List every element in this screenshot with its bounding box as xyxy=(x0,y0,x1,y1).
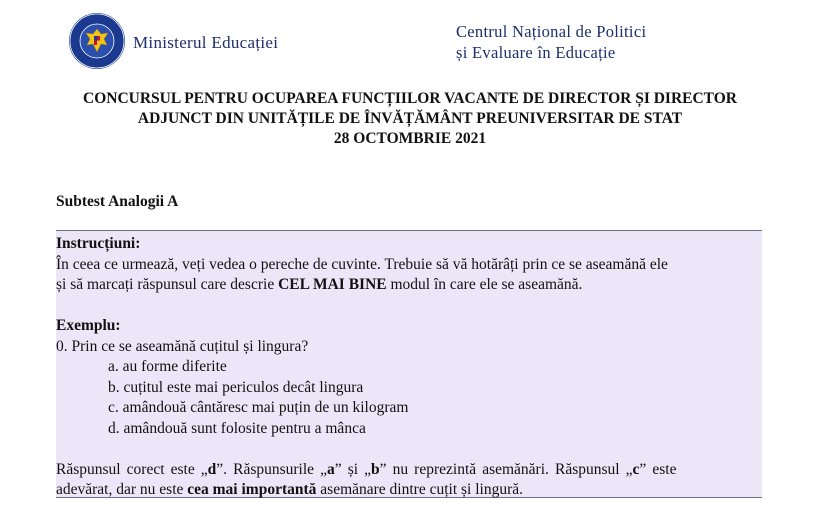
answer-letter: a xyxy=(327,460,335,478)
option-b: b. cuțitul este mai periculos decât lingura xyxy=(108,378,364,396)
page-header xyxy=(0,0,820,80)
option-a: a. au forme diferite xyxy=(108,358,227,375)
instructions-heading: Instrucțiuni: xyxy=(56,235,141,252)
government-seal-icon xyxy=(68,12,126,70)
ministry-name: Ministerul Educației xyxy=(133,33,279,52)
answer-text: asemănare dintre cuțit și lingură. xyxy=(316,481,523,498)
example-heading: Exemplu: xyxy=(56,317,121,334)
emphasis-text: cea mai importantă xyxy=(187,481,317,498)
instructions-text: și să marcați răspunsul care descrie xyxy=(56,276,279,293)
option-c: c. amândouă cântăresc mai puțin de un kilogram xyxy=(108,399,409,416)
title-date: 28 OCTOMBRIE 2021 xyxy=(333,130,487,147)
answer-letter: d xyxy=(207,460,217,478)
answer-line1 xyxy=(56,460,764,481)
instructions-text: modul în care ele se aseamănă. xyxy=(386,276,583,293)
emphasis-text: CEL MAI BINE xyxy=(278,276,387,293)
example-question: 0. Prin ce se aseamănă cuțitul și lingura? xyxy=(56,337,309,355)
center-name-line1: Centrul Național de Politici xyxy=(456,22,647,41)
answer-text: Răspunsul corect este „ xyxy=(56,460,208,478)
answer-text: ” nu reprezintă asemănări. Răspunsul „ xyxy=(379,460,633,478)
center-name-line2: și Evaluare în Educație xyxy=(456,43,616,62)
answer-text: ”. Răspunsurile „ xyxy=(216,460,328,478)
title-line1: CONCURSUL PENTRU OCUPAREA FUNCȚIILOR VACANTE DE DIRECTOR ȘI DIRECTOR xyxy=(83,90,737,107)
title-line2: ADJUNCT DIN UNITĂȚILE DE ÎNVĂȚĂMÂNT PREUNIVERSITAR DE STAT xyxy=(137,110,683,127)
center-name xyxy=(456,21,706,63)
subtest-heading: Subtest Analogii A xyxy=(56,193,179,210)
answer-text: adevărat, dar nu este xyxy=(56,481,188,498)
answer-text: ” este xyxy=(639,460,677,478)
instructions-line1: În ceea ce urmează, veți vedea o pereche de cuvinte. Trebuie să vă hotărâți prin ce se aseamănă ele xyxy=(56,255,668,273)
option-d: d. amândouă sunt folosite pentru a mânca xyxy=(108,419,366,437)
exam-title xyxy=(40,89,780,149)
instructions-content xyxy=(56,234,764,501)
answer-letter: b xyxy=(371,460,380,478)
answer-text: ” și „ xyxy=(334,460,372,478)
answer-line2 xyxy=(56,480,764,501)
answer-letter: c xyxy=(632,460,640,478)
instructions-line2 xyxy=(56,275,764,296)
